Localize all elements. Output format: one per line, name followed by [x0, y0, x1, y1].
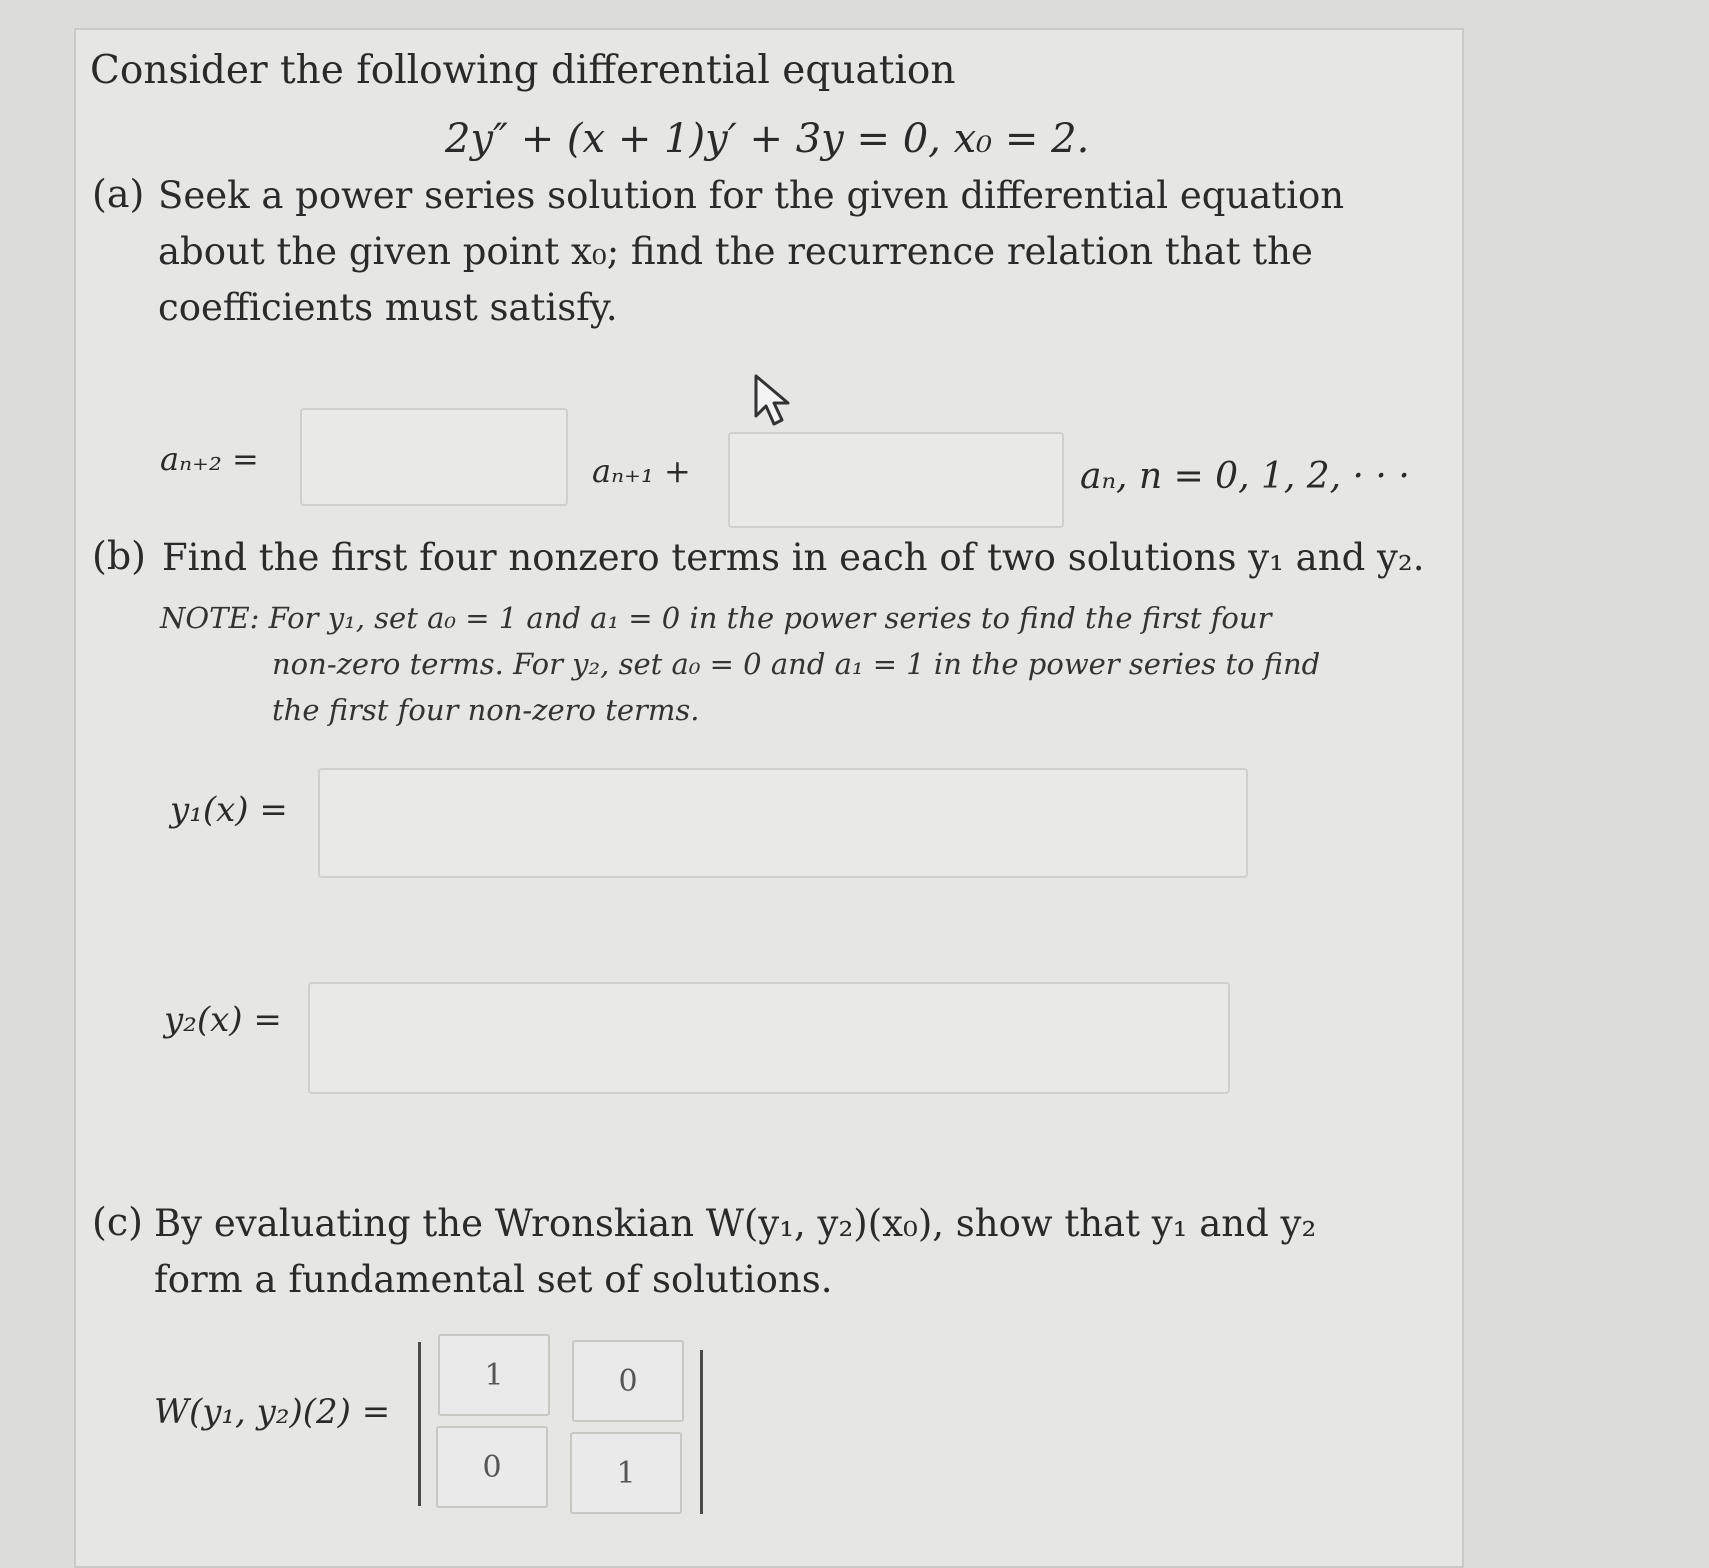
part-c-label: (c): [92, 1200, 143, 1244]
recurrence-coef-an-input[interactable]: [728, 432, 1064, 528]
wronskian-r1c1[interactable]: 1: [438, 1334, 550, 1416]
wronskian-r2c1[interactable]: 0: [436, 1426, 548, 1508]
y1-label: y₁(x) =: [170, 790, 288, 830]
recurrence-coef-an1-input[interactable]: [300, 408, 568, 506]
part-b-note-1: NOTE: For y₁, set a₀ = 1 and a₁ = 0 in the power series to find the first four: [160, 601, 1272, 635]
y2-answer-input[interactable]: [308, 982, 1230, 1094]
wronskian-label: W(y₁, y₂)(2) =: [154, 1392, 391, 1432]
part-b-label: (b): [92, 534, 146, 578]
recurrence-tail: aₙ, n = 0, 1, 2, · · ·: [1080, 456, 1410, 497]
part-b-text-1: Find the first four nonzero terms in each of two solutions y₁ and y₂.: [162, 536, 1425, 579]
problem-intro: Consider the following differential equation: [90, 48, 956, 93]
recurrence-lhs: aₙ₊₂ =: [160, 440, 259, 478]
determinant-left-bar: [418, 1342, 421, 1506]
part-b-note-2: non-zero terms. For y₂, set a₀ = 0 and a₁ = 1 in the power series to find: [272, 647, 1321, 681]
part-a-text-1: Seek a power series solution for the given differential equation: [158, 174, 1345, 217]
part-c-text-2: form a fundamental set of solutions.: [154, 1258, 833, 1301]
part-a-text-3: coefficients must satisfy.: [158, 286, 618, 329]
part-c-text-1: By evaluating the Wronskian W(y₁, y₂)(x₀), show that y₁ and y₂: [154, 1202, 1317, 1245]
y2-label: y₂(x) =: [164, 1000, 282, 1040]
mouse-pointer-icon: [752, 372, 798, 434]
wronskian-r2c2[interactable]: 1: [570, 1432, 682, 1514]
part-a-text-2: about the given point x₀; find the recurrence relation that the: [158, 230, 1313, 273]
determinant-right-bar: [700, 1350, 703, 1514]
part-b-note-3: the first four non-zero terms.: [272, 693, 700, 727]
wronskian-r1c2[interactable]: 0: [572, 1340, 684, 1422]
y1-answer-input[interactable]: [318, 768, 1248, 878]
part-a-label: (a): [92, 172, 145, 216]
differential-equation: 2y″ + (x + 1)y′ + 3y = 0, x₀ = 2.: [445, 116, 1090, 162]
recurrence-mid: aₙ₊₁ +: [592, 452, 691, 490]
